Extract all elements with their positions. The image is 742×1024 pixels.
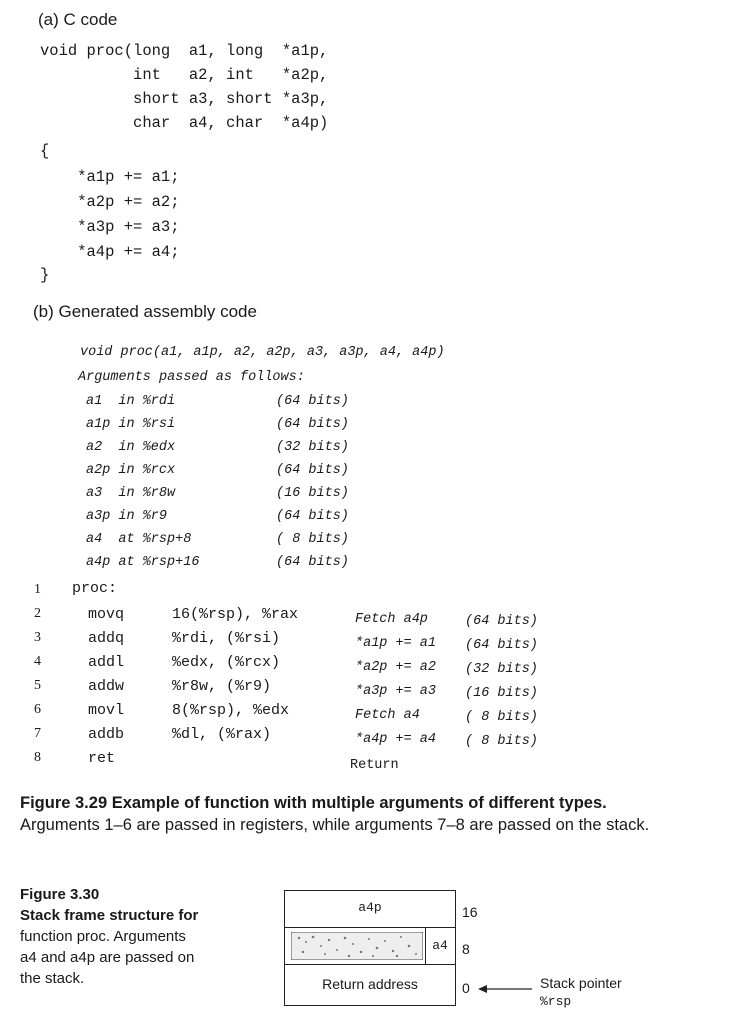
line-number: 4 bbox=[34, 654, 41, 669]
asm-comment: *a3p += a3 bbox=[355, 684, 437, 699]
asm-listing bbox=[0, 582, 742, 782]
stack-cell-label: a4 bbox=[425, 928, 454, 964]
asm-comment: *a1p += a1 bbox=[355, 636, 437, 651]
arg-bits: (64 bits) bbox=[276, 417, 349, 432]
asm-bits: ( 8 bits) bbox=[465, 734, 538, 749]
figure-3-30-caption-line: the stack. bbox=[20, 970, 85, 987]
stack-offset: 16 bbox=[462, 904, 478, 920]
figure-3-29-title: Figure 3.29 Example of function with multiple arguments of different types. bbox=[20, 794, 607, 812]
asm-opcode: ret bbox=[88, 750, 116, 767]
c-code-line: int a2, int *a2p, bbox=[40, 66, 329, 84]
asm-operands: %dl, (%rax) bbox=[172, 726, 272, 743]
c-code-line: { bbox=[40, 142, 50, 160]
stack-pointer-arrow bbox=[478, 982, 534, 996]
arg-bits: (16 bits) bbox=[276, 486, 349, 501]
figure-3-29-caption: Arguments 1–6 are passed in registers, while arguments 7–8 are passed on the stack. bbox=[20, 816, 650, 834]
stack-pointer-label: Stack pointer bbox=[540, 975, 622, 991]
asm-label: proc: bbox=[72, 580, 118, 597]
arg-bits: (64 bits) bbox=[276, 509, 349, 524]
asm-args-heading: Arguments passed as follows: bbox=[78, 370, 305, 385]
c-code-heading: (a) C code bbox=[38, 10, 118, 29]
asm-comment: Return bbox=[350, 758, 399, 773]
asm-comment: *a2p += a2 bbox=[355, 660, 437, 675]
line-number: 1 bbox=[34, 582, 41, 597]
asm-bits: ( 8 bits) bbox=[465, 710, 538, 725]
asm-operands: 8(%rsp), %edx bbox=[172, 702, 290, 719]
c-code-line: *a3p += a3; bbox=[40, 218, 180, 236]
asm-opcode: movl bbox=[88, 702, 125, 719]
arg-name: a2 in %edx bbox=[86, 440, 176, 455]
figure-3-30-caption-line: a4 and a4p are passed on bbox=[20, 949, 195, 966]
unused-bytes-hatch bbox=[291, 932, 423, 960]
c-code-line: void proc(long a1, long *a1p, bbox=[40, 42, 329, 60]
line-number: 3 bbox=[34, 630, 41, 645]
c-code-line: *a4p += a4; bbox=[40, 243, 180, 261]
asm-bits: (64 bits) bbox=[465, 638, 538, 653]
c-code-line: } bbox=[40, 266, 50, 284]
asm-opcode: addq bbox=[88, 630, 125, 647]
arg-bits: (64 bits) bbox=[276, 463, 349, 478]
c-code-line: char a4, char *a4p) bbox=[40, 114, 329, 132]
asm-comment: Fetch a4p bbox=[355, 612, 428, 627]
figure-3-30-label: Figure 3.30 bbox=[20, 886, 100, 903]
arg-name: a1 in %rdi bbox=[86, 394, 176, 409]
arg-bits: (32 bits) bbox=[276, 440, 349, 455]
figure-3-30-caption bbox=[20, 884, 250, 989]
asm-bits: (64 bits) bbox=[465, 614, 538, 629]
stack-offset: 0 bbox=[462, 980, 470, 996]
arg-name: a4 at %rsp+8 bbox=[86, 532, 192, 547]
line-number: 6 bbox=[34, 702, 41, 717]
line-number: 7 bbox=[34, 726, 41, 741]
stack-pointer-register: %rsp bbox=[540, 994, 572, 1009]
asm-operands: %rdi, (%rsi) bbox=[172, 630, 281, 647]
arg-name: a4p at %rsp+16 bbox=[86, 555, 200, 570]
arg-bits: (64 bits) bbox=[276, 394, 349, 409]
asm-heading: (b) Generated assembly code bbox=[33, 302, 257, 321]
arg-name: a3 in %r8w bbox=[86, 486, 176, 501]
asm-opcode: addw bbox=[88, 678, 125, 695]
c-code-line: *a2p += a2; bbox=[40, 193, 180, 211]
asm-bits: (16 bits) bbox=[465, 686, 538, 701]
asm-opcode: movq bbox=[88, 606, 125, 623]
figure-3-30-caption-line: function proc. Arguments bbox=[20, 928, 186, 945]
stack-cell-return-address bbox=[285, 965, 455, 1005]
stack-cell-a4p bbox=[285, 891, 455, 928]
asm-signature: void proc(a1, a1p, a2, a2p, a3, a3p, a4, a4p) bbox=[80, 345, 445, 360]
stack-frame bbox=[284, 890, 456, 1006]
stack-cell-label: Return address bbox=[322, 976, 418, 992]
asm-comment: *a4p += a4 bbox=[355, 732, 437, 747]
stack-cell-a4 bbox=[285, 928, 455, 965]
arg-name: a3p in %r9 bbox=[86, 509, 168, 524]
figure-3-30-caption-line: Stack frame structure for bbox=[20, 907, 199, 924]
asm-operands: %edx, (%rcx) bbox=[172, 654, 281, 671]
c-code-line: *a1p += a1; bbox=[40, 168, 180, 186]
asm-bits: (32 bits) bbox=[465, 662, 538, 677]
asm-operands: 16(%rsp), %rax bbox=[172, 606, 299, 623]
line-number: 8 bbox=[34, 750, 41, 765]
asm-opcode: addl bbox=[88, 654, 125, 671]
arg-name: a1p in %rsi bbox=[86, 417, 176, 432]
asm-operands: %r8w, (%r9) bbox=[172, 678, 272, 695]
line-number: 2 bbox=[34, 606, 41, 621]
stack-cell-label: a4p bbox=[358, 900, 382, 915]
arg-bits: (64 bits) bbox=[276, 555, 349, 570]
asm-comment: Fetch a4 bbox=[355, 708, 420, 723]
arg-name: a2p in %rcx bbox=[86, 463, 176, 478]
line-number: 5 bbox=[34, 678, 41, 693]
stack-offset: 8 bbox=[462, 941, 470, 957]
c-code-line: short a3, short *a3p, bbox=[40, 90, 329, 108]
arg-bits: ( 8 bits) bbox=[276, 532, 349, 547]
asm-opcode: addb bbox=[88, 726, 125, 743]
